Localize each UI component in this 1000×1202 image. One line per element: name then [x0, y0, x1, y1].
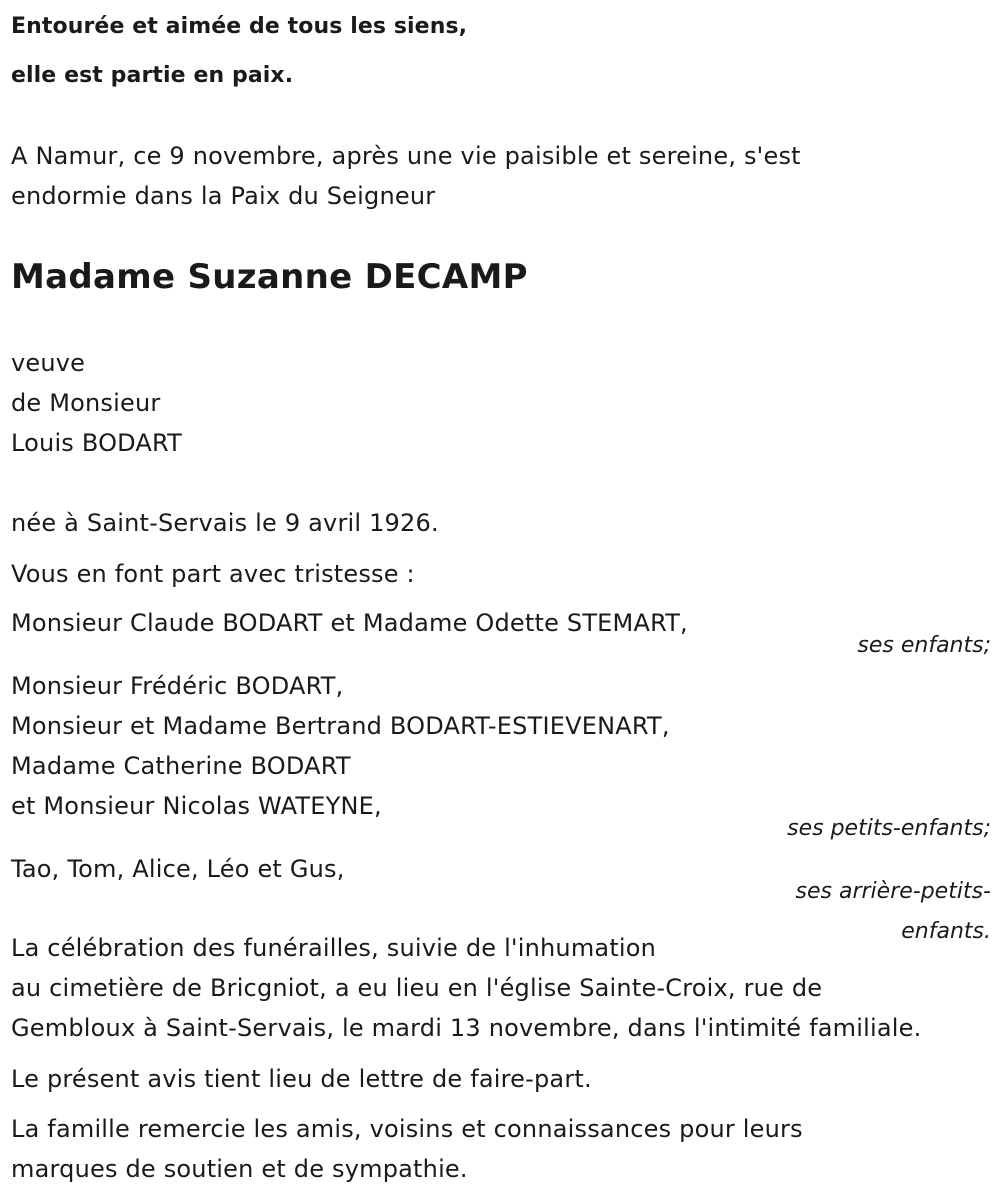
- thanks-line-1: La famille remercie les amis, voisins et connaissances pour leurs: [11, 1115, 803, 1143]
- birth-info: née à Saint-Servais le 9 avril 1926.: [11, 509, 439, 537]
- great-grandchildren-relation-line-1: ses arrière-petits-: [795, 879, 991, 904]
- children-names: Monsieur Claude BODART et Madame Odette STEMART,: [11, 609, 688, 637]
- great-grandchildren-names: Tao, Tom, Alice, Léo et Gus,: [11, 855, 345, 883]
- spouse-line-1: veuve: [11, 349, 86, 377]
- announcement-line-2: endormie dans la Paix du Seigneur: [11, 182, 436, 210]
- thanks-line-2: marques de soutien et de sympathie.: [11, 1155, 468, 1183]
- notice-line: Le présent avis tient lieu de lettre de faire-part.: [11, 1065, 592, 1093]
- grandchild-line-2: Monsieur et Madame Bertrand BODART-ESTIEVENART,: [11, 712, 670, 740]
- great-grandchildren-relation-line-2: enfants.: [901, 919, 991, 944]
- children-relation: ses enfants;: [857, 633, 991, 658]
- grandchild-line-3: Madame Catherine BODART: [11, 752, 351, 780]
- spouse-line-3: Louis BODART: [11, 429, 183, 457]
- announcement-line-1: A Namur, ce 9 novembre, après une vie paisible et sereine, s'est: [11, 142, 801, 170]
- grandchild-line-4: et Monsieur Nicolas WATEYNE,: [11, 792, 382, 820]
- deceased-name: Madame Suzanne DECAMP: [11, 257, 528, 297]
- funeral-line-2: au cimetière de Bricgniot, a eu lieu en l'église Sainte-Croix, rue de: [11, 974, 823, 1002]
- spouse-line-2: de Monsieur: [11, 389, 161, 417]
- funeral-line-3: Gembloux à Saint-Servais, le mardi 13 novembre, dans l'intimité familiale.: [11, 1014, 922, 1042]
- grandchildren-relation: ses petits-enfants;: [787, 816, 991, 841]
- funeral-line-1: La célébration des funérailles, suivie de l'inhumation: [11, 934, 657, 962]
- notify-line: Vous en font part avec tristesse :: [11, 560, 415, 588]
- intro-line-2: elle est partie en paix.: [11, 63, 294, 88]
- grandchild-line-1: Monsieur Frédéric BODART,: [11, 672, 344, 700]
- intro-line-1: Entourée et aimée de tous les siens,: [11, 14, 468, 39]
